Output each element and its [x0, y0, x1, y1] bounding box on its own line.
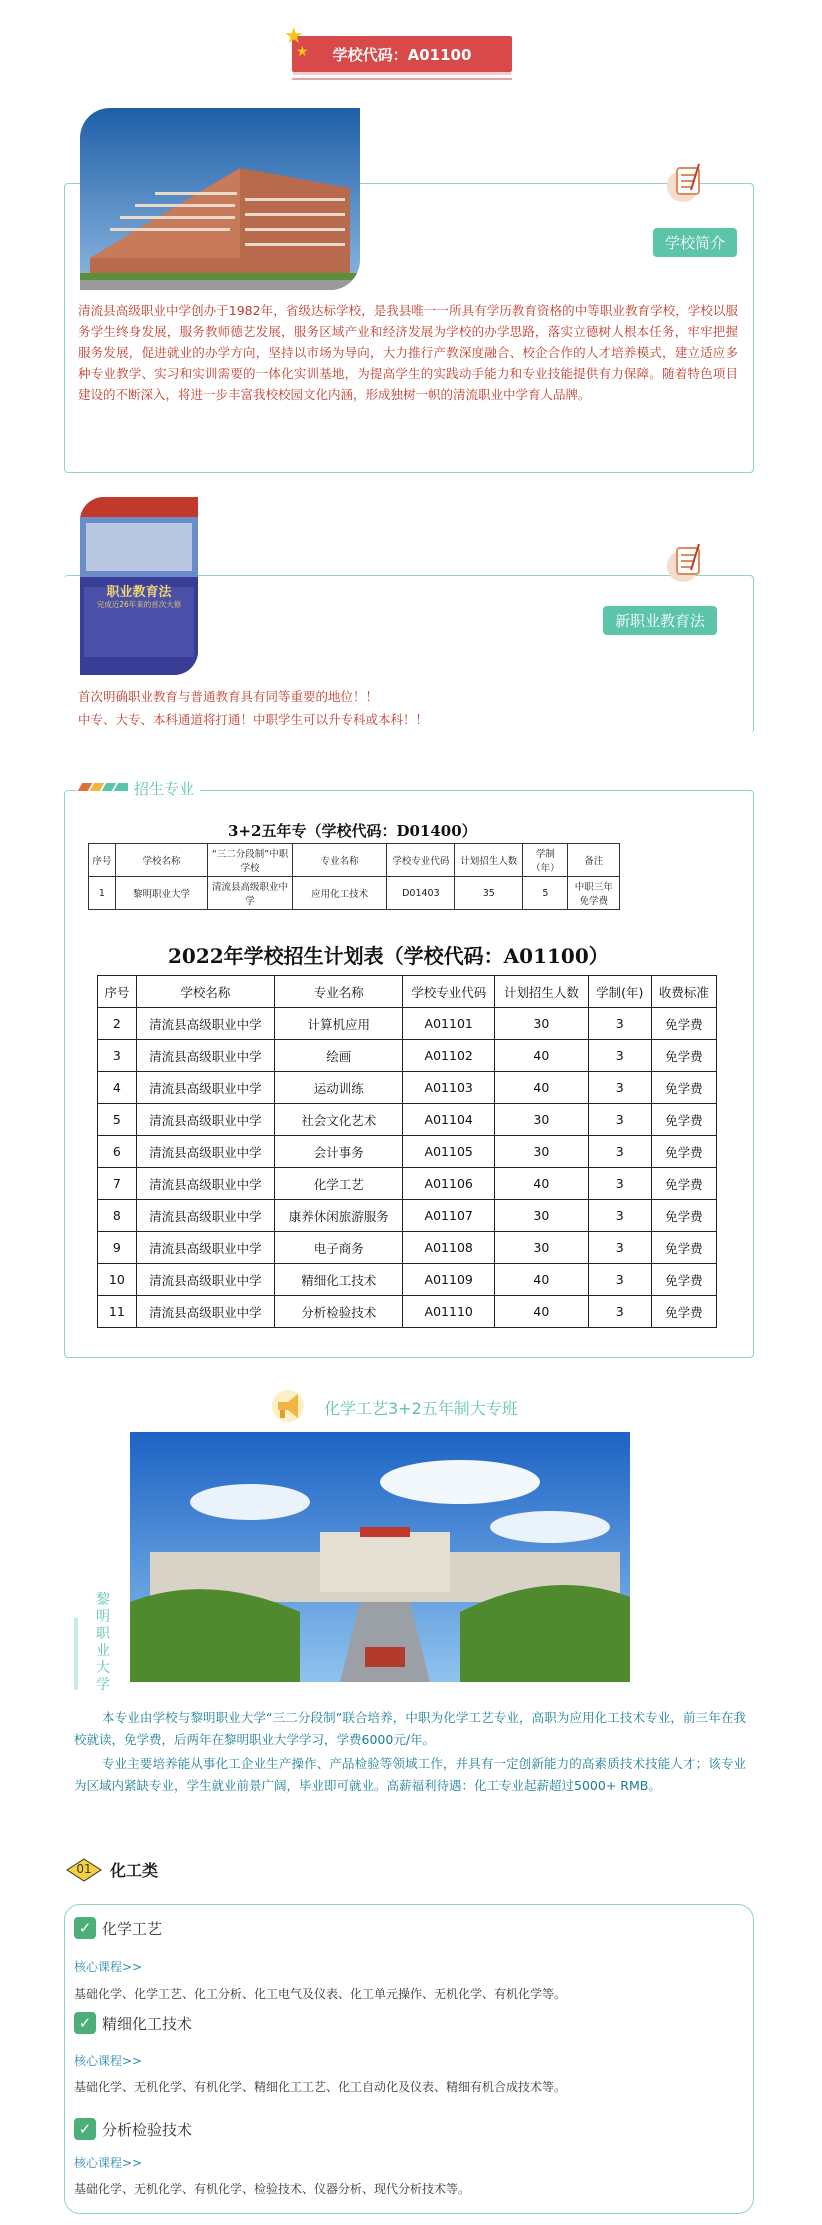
table2-cell: 3 [588, 1264, 651, 1296]
enrollment-plan-table [97, 975, 717, 1328]
table1-cell: 中职三年免学费 [568, 877, 620, 910]
table2-cell: 免学费 [651, 1136, 716, 1168]
category-badge-number: 01 [76, 1862, 92, 1876]
table-row [98, 1264, 717, 1296]
star-small-icon: ★ [296, 44, 309, 60]
courses-card [64, 1904, 754, 2214]
table2-cell: 40 [495, 1296, 589, 1328]
table2-cell: 电子商务 [275, 1232, 403, 1264]
core-label-2: 核心课程>> [74, 2054, 143, 2068]
table2-cell: 40 [495, 1040, 589, 1072]
table2-cell: 3 [588, 1232, 651, 1264]
category-badge [66, 1858, 102, 1882]
table2-cell: 清流县高级职业中学 [136, 1232, 274, 1264]
table1-cell: 35 [455, 877, 523, 910]
scroll-icon [665, 160, 709, 204]
table-row [98, 1104, 717, 1136]
table2-cell: 精细化工技术 [275, 1264, 403, 1296]
table2-cell: 30 [495, 1232, 589, 1264]
table2-cell: 7 [98, 1168, 137, 1200]
table2-header-cell: 学校专业代码 [403, 976, 495, 1008]
five-year-table [88, 843, 620, 910]
table1-header-cell: 学校专业代码 [387, 844, 455, 877]
table2-header-cell: 专业名称 [275, 976, 403, 1008]
table2-title: 2022年学校招生计划表（学校代码：A01100） [168, 944, 609, 968]
table2-cell: 康养休闲旅游服务 [275, 1200, 403, 1232]
star-icon: ★ [284, 24, 304, 49]
table2-cell: 清流县高级职业中学 [136, 1264, 274, 1296]
table2-cell: 10 [98, 1264, 137, 1296]
table1-header-cell: 专业名称 [292, 844, 387, 877]
table2-cell: A01105 [403, 1136, 495, 1168]
table2-cell: 4 [98, 1072, 137, 1104]
table2-cell: 分析检验技术 [275, 1296, 403, 1328]
table2-cell: 会计事务 [275, 1136, 403, 1168]
table2-header-cell: 计划招生人数 [495, 976, 589, 1008]
table2-cell: 清流县高级职业中学 [136, 1072, 274, 1104]
table2-cell: 30 [495, 1136, 589, 1168]
table2-cell: 免学费 [651, 1072, 716, 1104]
poster-subtitle: 完成近26年来的首次大修 [96, 600, 182, 609]
table2-cell: 11 [98, 1296, 137, 1328]
table-row [89, 877, 620, 910]
table2-cell: 40 [495, 1168, 589, 1200]
table2-cell: 化学工艺 [275, 1168, 403, 1200]
table1-cell: 1 [89, 877, 116, 910]
core-courses-1: 基础化学、化学工艺、化工分析、化工电气及仪表、化工单元操作、无机化学、有机化学等。 [74, 1987, 567, 2001]
course-item-1 [74, 1917, 162, 1939]
core-label-3: 核心课程>> [74, 2156, 143, 2170]
table2-cell: 3 [588, 1168, 651, 1200]
chem-heading: 化学工艺3+2五年制大专班 [324, 1399, 518, 1418]
course-name: 精细化工技术 [102, 2014, 193, 2033]
table2-cell: A01104 [403, 1104, 495, 1136]
table2-cell: 运动训练 [275, 1072, 403, 1104]
table2-cell: 9 [98, 1232, 137, 1264]
table1-cell: 5 [523, 877, 568, 910]
table2-cell: 清流县高级职业中学 [136, 1168, 274, 1200]
enroll-chevron-icon [76, 783, 134, 791]
campus-image [130, 1432, 630, 1682]
table2-cell: 2 [98, 1008, 137, 1040]
table2-cell: 免学费 [651, 1296, 716, 1328]
table2-cell: 清流县高级职业中学 [136, 1136, 274, 1168]
scroll-icon-2 [665, 540, 709, 584]
table2-cell: 30 [495, 1104, 589, 1136]
core-courses-2: 基础化学、无机化学、有机化学、精细化工工艺、化工自动化及仪表、精细有机合成技术等。 [74, 2080, 567, 2094]
table2-header-cell: 序号 [98, 976, 137, 1008]
table2-cell: 清流县高级职业中学 [136, 1104, 274, 1136]
school-building-photo [80, 108, 360, 290]
check-icon: ✓ [74, 2012, 96, 2034]
table1-cell: 应用化工技术 [292, 877, 387, 910]
table2-cell: A01103 [403, 1072, 495, 1104]
table2-cell: A01101 [403, 1008, 495, 1040]
banner-underline [292, 78, 512, 80]
table2-cell: 3 [588, 1200, 651, 1232]
table2-cell: 3 [588, 1104, 651, 1136]
table2-cell: 绘画 [275, 1040, 403, 1072]
law-line-2: 中专、大专、本科通道将打通！中职学生可以升专科或本科！！ [78, 712, 429, 727]
table-row [98, 1072, 717, 1104]
table1-header-cell: 计划招生人数 [455, 844, 523, 877]
table2-cell: A01102 [403, 1040, 495, 1072]
course-name: 分析检验技术 [102, 2120, 193, 2139]
core-label-1: 核心课程>> [74, 1960, 143, 1974]
poster-title: 职业教育法 [106, 585, 172, 600]
table2-header-cell: 收费标准 [651, 976, 716, 1008]
course-item-3 [74, 2118, 192, 2140]
table-row [98, 1040, 717, 1072]
check-icon: ✓ [74, 1917, 96, 1939]
table2-cell: 免学费 [651, 1264, 716, 1296]
table2-cell: 免学费 [651, 1008, 716, 1040]
table1-header-cell: 学制（年） [523, 844, 568, 877]
table1-header-cell: 学校名称 [115, 844, 208, 877]
intro-text: 清流县高级职业中学创办于1982年，省级达标学校，是我县唯一一所具有学历教育资格的中等职业教育学校，学校以服务学生终身发展，服务教师德艺发展，服务区域产业和经济发展为学校的办学思路，落实立德树人根本任务，牢牢把握服务发展，促进就业的办学方向，坚持以市场为导向，大力推行产教深度融合、校企合作的人才培养模式，建立适应多种专业教学、实习和实训需要的一体化实训基地，为提高学生的实践动手能力和专业技能提供有力保障。随着特色项目建设的不断深入，将进一步丰富我校校园文化内涵，形成独树一帜的清流职业中学育人品牌。 [78, 303, 738, 402]
chem-paragraph-1: 本专业由学校与黎明职业大学“三二分段制”联合培养，中职为化学工艺专业，高职为应用化工技术专业，前三年在我校就读，免学费，后两年在黎明职业大学学习，学费6000元/年。 [74, 1710, 746, 1747]
table2-cell: 3 [588, 1040, 651, 1072]
chem-paragraph-2: 专业主要培养能从事化工企业生产操作、产品检验等领域工作，并具有一定创新能力的高素质技术技能人才；该专业为区域内紧缺专业，学生就业前景广阔，毕业即可就业。高薪福利待遇：化工专业起薪超过5000+ RMB。 [74, 1756, 746, 1793]
table2-cell: 30 [495, 1200, 589, 1232]
law-tag: 新职业教育法 [603, 606, 717, 635]
table2-cell: 40 [495, 1264, 589, 1296]
intro-tag: 学校简介 [653, 228, 737, 257]
enroll-label: 招生专业 [128, 778, 200, 799]
table1-header-cell: 备注 [568, 844, 620, 877]
check-icon: ✓ [74, 2118, 96, 2140]
table2-cell: A01107 [403, 1200, 495, 1232]
side-accent-bar [74, 1618, 78, 1690]
table-row [98, 1200, 717, 1232]
table-row [98, 1008, 717, 1040]
table1-header-cell: “三二分段制”中职学校 [208, 844, 292, 877]
table2-cell: 3 [98, 1040, 137, 1072]
law-line-1: 首次明确职业教育与普通教育具有同等重要的地位！！ [78, 689, 379, 704]
table2-cell: A01109 [403, 1264, 495, 1296]
table2-cell: 免学费 [651, 1040, 716, 1072]
campus-photo [130, 1432, 630, 1682]
table1-cell: D01403 [387, 877, 455, 910]
table2-cell: 社会文化艺术 [275, 1104, 403, 1136]
table2-header-cell: 学校名称 [136, 976, 274, 1008]
table2-cell: A01106 [403, 1168, 495, 1200]
table2-cell: 免学费 [651, 1104, 716, 1136]
table2-cell: 免学费 [651, 1168, 716, 1200]
table2-cell: 3 [588, 1072, 651, 1104]
table-row [98, 1136, 717, 1168]
table2-header-row [98, 976, 717, 1008]
table2-cell: A01108 [403, 1232, 495, 1264]
school-building-image [80, 108, 360, 290]
table2-cell: 免学费 [651, 1232, 716, 1264]
side-label: 黎明职业大学 [96, 1592, 110, 1693]
school-code-banner [284, 24, 512, 72]
table2-cell: 3 [588, 1008, 651, 1040]
table2-cell: 3 [588, 1296, 651, 1328]
megaphone-icon [270, 1388, 306, 1424]
table2-cell: 5 [98, 1104, 137, 1136]
table2-cell: 8 [98, 1200, 137, 1232]
table2-header-cell: 学制(年) [588, 976, 651, 1008]
table2-cell: 3 [588, 1136, 651, 1168]
table2-cell: 40 [495, 1072, 589, 1104]
table1-cell: 黎明职业大学 [115, 877, 208, 910]
table1-header-cell: 序号 [89, 844, 116, 877]
table2-cell: 免学费 [651, 1200, 716, 1232]
table2-cell: 清流县高级职业中学 [136, 1040, 274, 1072]
table1-title: 3+2五年专（学校代码：D01400） [228, 822, 477, 840]
category-title: 化工类 [110, 1861, 159, 1880]
table-row [98, 1232, 717, 1264]
table2-cell: A01110 [403, 1296, 495, 1328]
table2-cell: 30 [495, 1008, 589, 1040]
table1-header-row [89, 844, 620, 877]
course-name: 化学工艺 [102, 1919, 163, 1938]
table2-cell: 清流县高级职业中学 [136, 1200, 274, 1232]
core-courses-3: 基础化学、无机化学、有机化学、检验技术、仪器分析、现代分析技术等。 [74, 2182, 471, 2196]
table2-cell: 计算机应用 [275, 1008, 403, 1040]
table-row [98, 1168, 717, 1200]
school-code-text: 学校代码：A01100 [332, 45, 472, 64]
table2-cell: 清流县高级职业中学 [136, 1008, 274, 1040]
course-item-2 [74, 2012, 192, 2034]
table-row [98, 1296, 717, 1328]
table2-cell: 6 [98, 1136, 137, 1168]
table2-cell: 清流县高级职业中学 [136, 1296, 274, 1328]
law-poster [80, 497, 198, 675]
table1-cell: 清流县高级职业中学 [208, 877, 292, 910]
